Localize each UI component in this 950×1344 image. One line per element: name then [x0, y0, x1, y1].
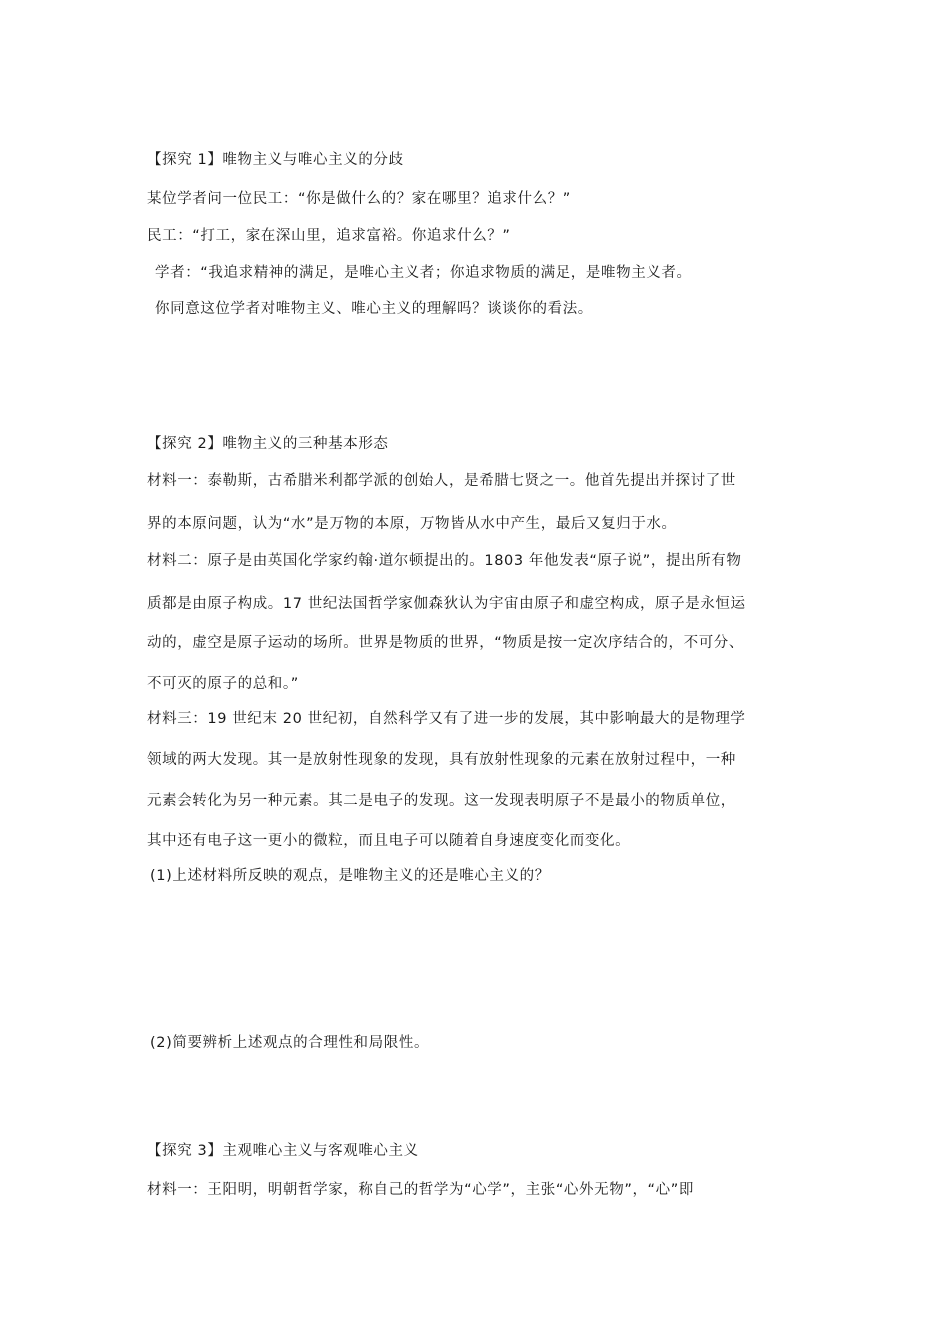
section2-line: 界的本原问题，认为“水”是万物的本原，万物皆从水中产生，最后又复归于水。 — [147, 516, 677, 532]
section1-line: 民工：“打工，家在深山里，追求富裕。你追求什么？” — [147, 228, 511, 244]
section1-line: 你同意这位学者对唯物主义、唯心主义的理解吗？谈谈你的看法。 — [155, 301, 593, 317]
section1-line: 学者：“我追求精神的满足，是唯心主义者；你追求物质的满足，是唯物主义者。 — [155, 265, 692, 281]
section2-line: 其中还有电子这一更小的微粒，而且电子可以随着自身速度变化而变化。 — [147, 833, 631, 849]
section1-line: 某位学者问一位民工：“你是做什么的？家在哪里？追求什么？” — [147, 191, 571, 207]
section3-heading: 【探究 3】主观唯心主义与客观唯心主义 — [147, 1143, 419, 1159]
section2-line: 动的，虚空是原子运动的场所。世界是物质的世界，“物质是按一定次序结合的，不可分、 — [147, 635, 745, 651]
section2-line: 元素会转化为另一种元素。其二是电子的发现。这一发现表明原子不是最小的物质单位， — [147, 793, 736, 809]
section3-line: 材料一：王阳明，明朝哲学家，称自己的哲学为“心学”，主张“心外无物”，“心”即 — [147, 1182, 694, 1198]
section1-heading: 【探究 1】唯物主义与唯心主义的分歧 — [147, 152, 404, 168]
section2-line: 领域的两大发现。其一是放射性现象的发现，具有放射性现象的元素在放射过程中，一种 — [147, 752, 736, 768]
section2-line: 材料三：19 世纪末 20 世纪初，自然科学又有了进一步的发展，其中影响最大的是物理学 — [147, 711, 746, 727]
question-1: (1)上述材料所反映的观点，是唯物主义的还是唯心主义的？ — [150, 868, 550, 884]
section2-heading: 【探究 2】唯物主义的三种基本形态 — [147, 436, 389, 452]
question-2: (2)简要辨析上述观点的合理性和局限性。 — [150, 1035, 430, 1051]
section2-line: 材料二：原子是由英国化学家约翰·道尔顿提出的。1803 年他发表“原子说”，提出所有物 — [147, 553, 742, 569]
section2-line: 材料一：泰勒斯，古希腊米利都学派的创始人，是希腊七贤之一。他首先提出并探讨了世 — [147, 473, 736, 489]
section2-line: 质都是由原子构成。17 世纪法国哲学家伽森狄认为宇宙由原子和虚空构成，原子是永恒运 — [147, 596, 746, 612]
section2-line: 不可灭的原子的总和。” — [147, 676, 299, 692]
